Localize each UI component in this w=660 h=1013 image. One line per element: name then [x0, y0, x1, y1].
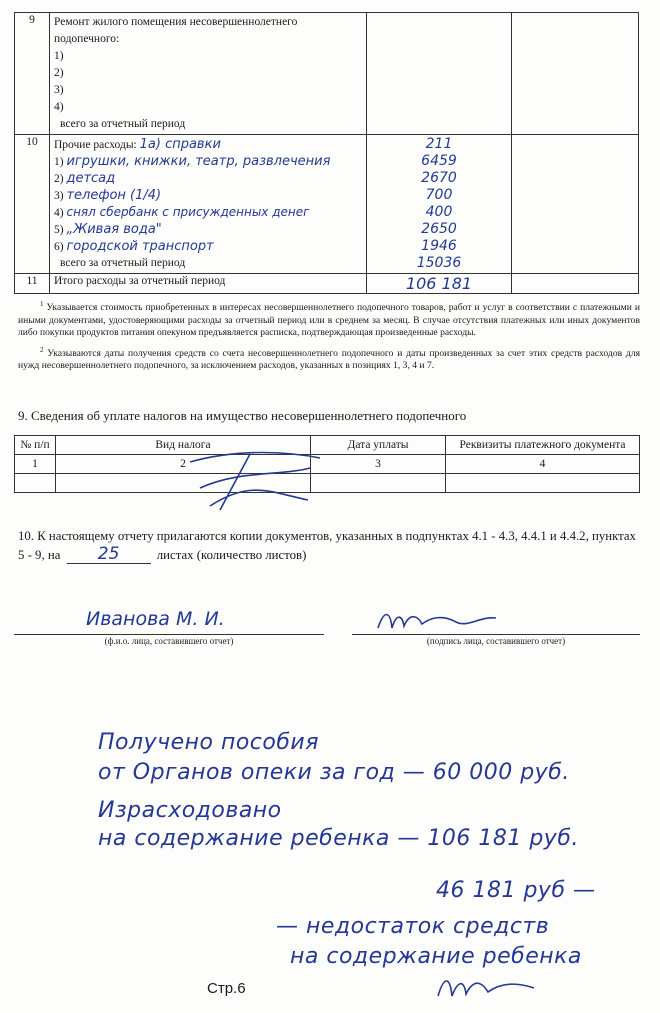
amount-value: 211 — [425, 136, 453, 152]
list-item — [54, 187, 362, 204]
table-cell — [311, 474, 446, 493]
date-cell — [512, 13, 639, 135]
handwritten-text: детсад — [66, 171, 116, 186]
list-item — [54, 238, 362, 255]
expenses-table — [14, 12, 639, 294]
row-number: 11 — [15, 274, 50, 294]
row-description — [50, 13, 367, 135]
signature-icon — [372, 608, 502, 634]
row-title: Ремонт жилого помещения несовершеннолетнего — [54, 16, 298, 28]
row-description — [50, 135, 367, 274]
handwritten-text: городской транспорт — [66, 239, 214, 254]
handwritten-note-line: на содержание ребенка — [290, 944, 582, 969]
item-marker: 3) — [54, 190, 64, 202]
footnote-1 — [18, 298, 640, 340]
row-11 — [15, 274, 639, 294]
divider — [352, 634, 640, 635]
signature-block — [352, 608, 640, 646]
name-caption: (ф.и.о. лица, составившего отчет) — [104, 636, 234, 646]
author-name: Иванова М. И. — [86, 608, 225, 630]
handwritten-text: снял сбербанк с присужденных денег — [66, 205, 310, 219]
footnote-2 — [18, 344, 640, 373]
footnote-text: Указывается стоимость приобретенных в интересах несовершеннолетнего подопечного товаров, работ и услуг в соответствии с платежными и иными документами, удостоверяющими расходы за отчетный период или в среднем за месяц. В случае отсутствия платежных или иных документов либо покупки продуктов питания опекуном предъявляется расписка, подтверждающая произведенные расходы. — [18, 302, 640, 339]
name-block — [14, 608, 324, 646]
handwritten-note-line: от Органов опеки за год — 60 000 руб. — [98, 760, 570, 785]
table-cell: 3 — [311, 455, 446, 474]
sheet-count: 25 — [67, 546, 151, 564]
total-value: 15036 — [416, 255, 462, 271]
item-marker: 6) — [54, 241, 64, 253]
footnote-mark: 1 — [40, 300, 44, 308]
handwritten-note-line: Израсходовано — [98, 798, 282, 823]
list-item: 1) — [54, 50, 64, 62]
footnote-mark: 2 — [40, 345, 44, 354]
column-header: Реквизиты платежного документа — [446, 436, 640, 455]
page-number: Стр.6 — [207, 980, 246, 997]
item-marker: 4) — [54, 207, 64, 219]
item-marker: 2) — [54, 173, 64, 185]
table-cell: 2 — [56, 455, 311, 474]
list-item — [54, 221, 362, 238]
strike-through-scribble — [180, 440, 330, 512]
row-title: подопечного: — [54, 33, 120, 45]
row-number: 9 — [15, 13, 50, 135]
divider — [14, 634, 324, 635]
bottom-signature-icon — [430, 972, 540, 1004]
table-cell: 1 — [15, 455, 56, 474]
amount-cell — [367, 274, 512, 294]
column-header: Вид налога — [56, 436, 311, 455]
signature-caption: (подпись лица, составившего отчет) — [426, 636, 566, 646]
table-cell — [15, 474, 56, 493]
item-marker: 1) — [54, 156, 64, 168]
handwritten-note-line: — недостаток средств — [276, 914, 550, 939]
list-item: 3) — [54, 84, 64, 96]
date-cell — [512, 274, 639, 294]
section-10-text: 10. К настоящему отчету прилагаются копии документов, указанных в подпунктах 4.1 - 4.3, 4.4.1 и 4.4.2, пунктах 5 - 9, на — [18, 529, 636, 562]
handwritten-text: „Живая вода" — [66, 222, 162, 237]
section-10 — [18, 527, 644, 565]
footnotes — [18, 298, 640, 377]
row-10 — [15, 135, 639, 274]
amount-value: 2670 — [421, 170, 457, 186]
row-title: Прочие расходы: — [54, 139, 137, 151]
table-cell — [446, 474, 640, 493]
total-label: всего за отчетный период — [60, 257, 186, 269]
row-number: 10 — [15, 135, 50, 274]
section-10-suffix: листах (количество листов) — [156, 548, 307, 562]
list-item: 4) — [54, 101, 64, 113]
amount-cell — [367, 13, 512, 135]
handwritten-note-line: на содержание ребенка — 106 181 руб. — [98, 826, 579, 851]
grand-total-value: 106 181 — [405, 274, 473, 293]
list-item — [54, 136, 362, 153]
handwritten-note-line: Получено пособия — [98, 730, 319, 755]
list-item — [54, 204, 362, 221]
table-cell: 4 — [446, 455, 640, 474]
handwritten-text: игрушки, книжки, театр, развлечения — [66, 154, 331, 169]
signature-scribble — [352, 608, 640, 634]
item-marker: 5) — [54, 224, 64, 236]
amount-value: 400 — [425, 204, 453, 220]
date-cell — [512, 135, 639, 274]
row-title: Итого расходы за отчетный период — [50, 274, 367, 294]
total-label: всего за отчетный период — [60, 118, 186, 130]
row-9 — [15, 13, 639, 135]
amount-value: 6459 — [421, 153, 457, 169]
column-header: № п/п — [15, 436, 56, 455]
amount-value: 700 — [425, 187, 453, 203]
list-item — [54, 170, 362, 187]
amount-cell — [367, 135, 512, 274]
handwritten-note-line: 46 181 руб — — [436, 878, 596, 903]
handwritten-text: 1а) справки — [139, 137, 221, 152]
footnote-text: Указываются даты получения средств со счета несовершеннолетнего подопечного и даты произведенных за счет этих средств расходов для нужд несовершеннолетнего подопечного, за исключением расходов, указанных в позициях 1, 3, 4 и 7. — [18, 347, 640, 372]
amount-value: 1946 — [421, 238, 457, 254]
column-header: Дата уплаты — [311, 436, 446, 455]
handwritten-text: телефон (1/4) — [66, 188, 162, 203]
amount-value: 2650 — [421, 221, 457, 237]
section-9-title: 9. Сведения об уплате налогов на имущество несовершеннолетнего подопечного — [18, 408, 467, 423]
list-item — [54, 153, 362, 170]
list-item: 2) — [54, 67, 64, 79]
